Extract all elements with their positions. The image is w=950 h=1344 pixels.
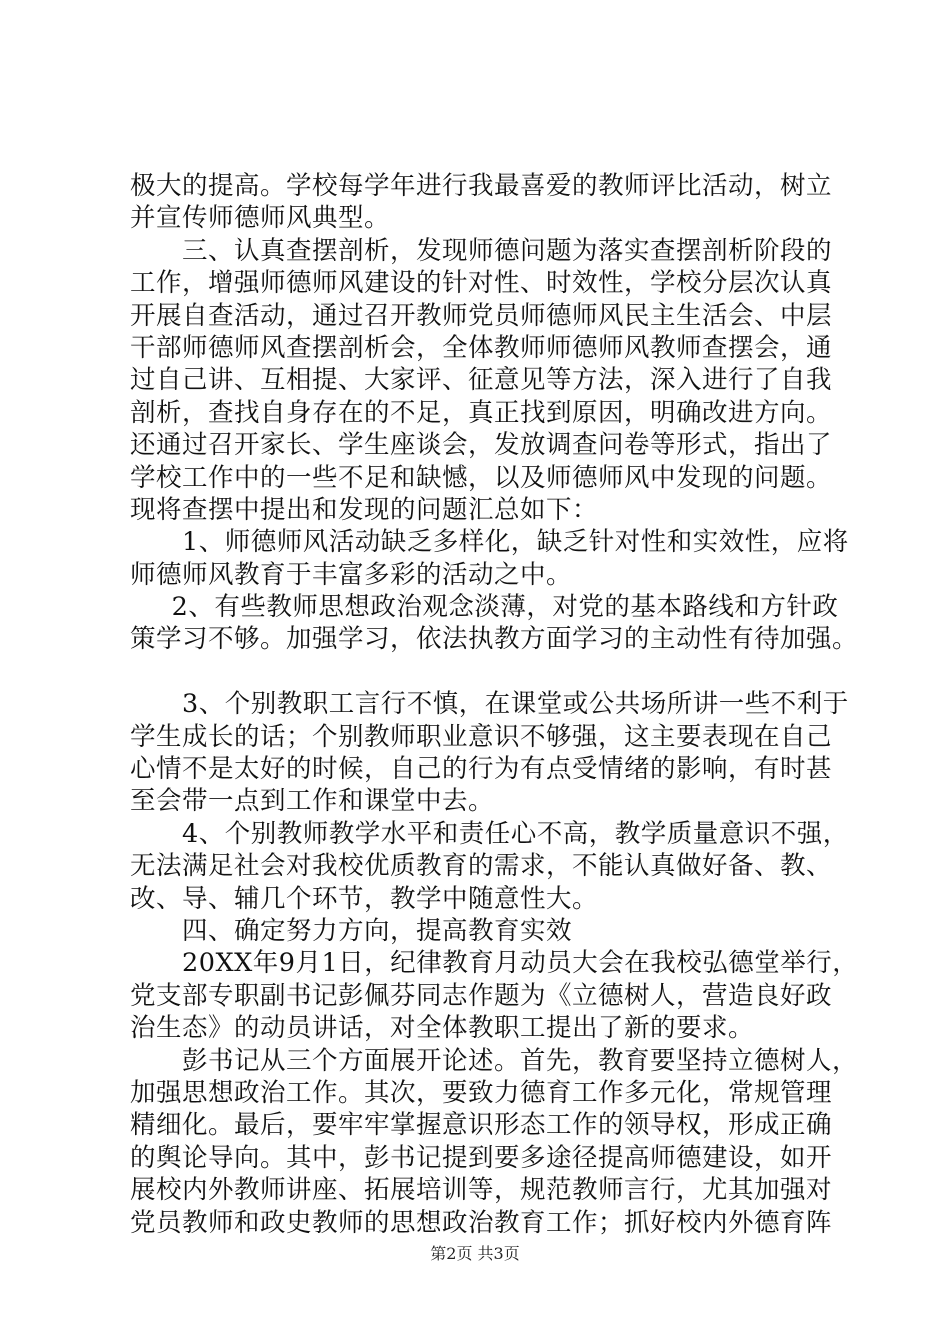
text-line: 并宣传师德师风典型。 bbox=[130, 203, 391, 234]
text-line: 治生态》的动员讲话，对全体教职工提出了新的要求。 bbox=[130, 1013, 755, 1044]
text-line: 心情不是太好的时候，自己的行为有点受情绪的影响，有时甚 bbox=[130, 754, 833, 785]
text-line: 精细化。最后，要牢牢掌握意识形态工作的领导权，形成正确 bbox=[130, 1110, 833, 1141]
text-line: 的舆论导向。其中，彭书记提到要多途径提高师德建设，如开 bbox=[130, 1142, 833, 1173]
document-body bbox=[130, 170, 859, 1239]
text-line: 现将查摆中提出和发现的问题汇总如下： bbox=[130, 494, 599, 525]
blank-line bbox=[130, 656, 850, 688]
text-line: 加强思想政治工作。其次，要致力德育工作多元化，常规管理 bbox=[130, 1077, 833, 1108]
text-line: 至会带一点到工作和课堂中去。 bbox=[130, 786, 495, 817]
text-line: 无法满足社会对我校优质教育的需求，不能认真做好备、教、 bbox=[130, 851, 833, 882]
text-line: 展校内外教师讲座、拓展培训等，规范教师言行，尤其加强对 bbox=[130, 1175, 833, 1206]
text-line: 工作，增强师德师风建设的针对性、时效性，学校分层次认真 bbox=[130, 268, 833, 299]
text-line: 4、个别教师教学水平和责任心不高，教学质量意识不强， bbox=[182, 818, 849, 849]
text-line: 过自己讲、互相提、大家评、征意见等方法，深入进行了自我 bbox=[130, 365, 833, 396]
text-line: 四、确定努力方向，提高教育实效 bbox=[182, 915, 573, 946]
page-number: 第2页 共3页 bbox=[430, 1244, 520, 1263]
text-line: 开展自查活动，通过召开教师党员师德师风民主生活会、中层 bbox=[130, 300, 833, 331]
page-footer bbox=[0, 1244, 950, 1264]
text-line: 党支部专职副书记彭佩芬同志作题为《立德树人，营造良好政 bbox=[130, 980, 833, 1011]
text-line: 3、个别教职工言行不慎，在课堂或公共场所讲一些不利于 bbox=[182, 689, 849, 720]
text-line: 师德师风教育于丰富多彩的活动之中。 bbox=[130, 559, 573, 590]
text-line: 干部师德师风查摆剖析会，全体教师师德师风教师查摆会，通 bbox=[130, 332, 833, 363]
text-line: 彭书记从三个方面展开论述。首先，教育要坚持立德树人， bbox=[182, 1045, 859, 1076]
text-line: 极大的提高。学校每学年进行我最喜爱的教师评比活动，树立 bbox=[130, 171, 833, 201]
text-line: 学校工作中的一些不足和缺憾，以及师德师风中发现的问题。 bbox=[130, 462, 833, 493]
text-line: 改、导、辅几个环节，教学中随意性大。 bbox=[130, 883, 599, 914]
text-line: 20XX年9月1日，纪律教育月动员大会在我校弘德堂举行， bbox=[182, 948, 859, 979]
text-line: 1、师德师风活动缺乏多样化，缺乏针对性和实效性，应将 bbox=[182, 527, 849, 558]
text-line: 三、认真查摆剖析，发现师德问题为落实查摆剖析阶段的 bbox=[182, 235, 833, 266]
text-line: 2、有些教师思想政治观念淡薄，对党的基本路线和方针政 bbox=[171, 592, 839, 623]
text-line: 策学习不够。加强学习，依法执教方面学习的主动性有待加强。 bbox=[130, 624, 859, 655]
text-line: 还通过召开家长、学生座谈会，发放调查问卷等形式，指出了 bbox=[130, 430, 833, 461]
text-line: 党员教师和政史教师的思想政治教育工作；抓好校内外德育阵 bbox=[130, 1207, 833, 1238]
text-line: 学生成长的话；个别教师职业意识不够强，这主要表现在自己 bbox=[130, 721, 833, 752]
text-line: 剖析，查找自身存在的不足，真正找到原因，明确改进方向。 bbox=[130, 397, 833, 428]
